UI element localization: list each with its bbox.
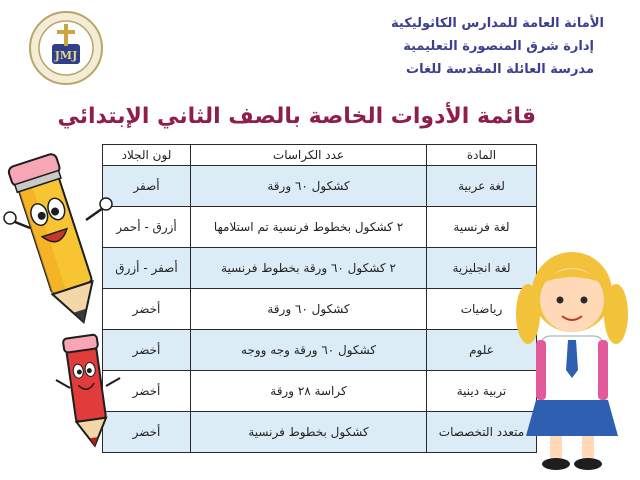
cell-cover-color: أزرق - أحمر bbox=[103, 207, 191, 248]
cell-subject: رياضيات bbox=[427, 289, 537, 330]
table-row bbox=[103, 330, 537, 371]
cell-subject: متعدد التخصصات bbox=[427, 412, 537, 453]
cell-subject: علوم bbox=[427, 330, 537, 371]
table-header-row bbox=[103, 145, 537, 166]
header-line-school: مدرسة العائلة المقدسة للغات bbox=[406, 62, 594, 77]
table-row bbox=[103, 248, 537, 289]
header-subject: المادة bbox=[427, 145, 537, 166]
cell-cover-color: أصفر bbox=[103, 166, 191, 207]
cell-subject: لغة فرنسية bbox=[427, 207, 537, 248]
table-row bbox=[103, 166, 537, 207]
header-notebooks: عدد الكراسات bbox=[191, 145, 427, 166]
cell-notebooks: كشكول ٦٠ ورقة bbox=[191, 166, 427, 207]
header-line-directorate: إدارة شرق المنصورة التعليمية bbox=[403, 39, 594, 54]
cell-cover-color: أخضر bbox=[103, 330, 191, 371]
cell-cover-color: أخضر bbox=[103, 371, 191, 412]
page-title: قائمة الأدوات الخاصة بالصف الثاني الإبتدائي bbox=[57, 104, 536, 129]
table-row bbox=[103, 371, 537, 412]
school-logo-icon bbox=[28, 10, 104, 86]
cell-notebooks: كشكول ٦٠ ورقة وجه ووجه bbox=[191, 330, 427, 371]
cell-subject: تربية دينية bbox=[427, 371, 537, 412]
school-header bbox=[284, 12, 604, 81]
cell-notebooks: ٢ كشكول ٦٠ ورقة بخطوط فرنسية bbox=[191, 248, 427, 289]
cell-cover-color: أصفر - أزرق bbox=[103, 248, 191, 289]
cell-notebooks: كراسة ٢٨ ورقة bbox=[191, 371, 427, 412]
supplies-table bbox=[102, 144, 537, 453]
table-row bbox=[103, 412, 537, 453]
cell-subject: لغة انجليزية bbox=[427, 248, 537, 289]
header-line-secretariat: الأمانة العامة للمدارس الكاثوليكية bbox=[391, 16, 604, 31]
cell-notebooks: ٢ كشكول بخطوط فرنسية تم استلامها bbox=[191, 207, 427, 248]
cell-cover-color: أخضر bbox=[103, 289, 191, 330]
table-row bbox=[103, 289, 537, 330]
schoolgirl-illustration-icon bbox=[510, 240, 634, 472]
cell-subject: لغة عربية bbox=[427, 166, 537, 207]
yellow-pencil-character-icon bbox=[2, 150, 114, 336]
cell-notebooks: كشكول ٦٠ ورقة bbox=[191, 289, 427, 330]
svg-text:JMJ: JMJ bbox=[54, 49, 78, 62]
cell-cover-color: أخضر bbox=[103, 412, 191, 453]
red-pencil-character-icon bbox=[52, 330, 124, 454]
cell-notebooks: كشكول بخطوط فرنسية bbox=[191, 412, 427, 453]
header-cover-color: لون الجلاد bbox=[103, 145, 191, 166]
table-row bbox=[103, 207, 537, 248]
